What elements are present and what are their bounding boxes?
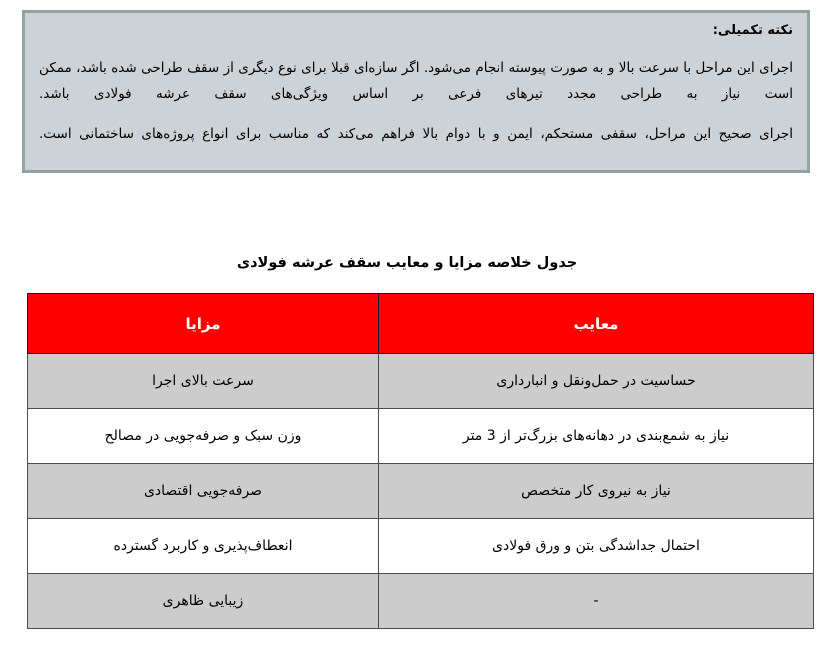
table-row: [28, 464, 814, 519]
supplementary-note-title: نکته تکمیلی:: [712, 23, 793, 38]
column-header-advantages: مزایا: [28, 294, 379, 354]
table-row: [28, 354, 814, 409]
table-row: [28, 409, 814, 464]
cell-disadvantage: نیاز به نیروی کار متخصص: [379, 464, 814, 519]
supplementary-note-paragraph-1: اجرای این مراحل با سرعت بالا و به صورت پیوسته انجام می‌شود. اگر سازه‌ای قبلا برای نوع دیگری از سقف طراحی شده باشد، ممکن است نیاز به طراحی مجدد تیرهای فرعی بر اساس ویژگی‌های سقف عرشه فولادی باشد.: [39, 59, 793, 102]
cell-advantage: انعطاف‌پذیری و کاربرد گسترده: [28, 519, 379, 574]
comparison-table-container: [28, 293, 814, 629]
column-header-disadvantages: معایب: [379, 294, 814, 354]
table-header-row: [28, 294, 814, 354]
comparison-table-heading: جدول خلاصه مزایا و معایب سقف عرشه فولادی: [236, 255, 578, 272]
table-body: [28, 354, 814, 629]
cell-disadvantage: احتمال جداشدگی بتن و ورق فولادی: [379, 519, 814, 574]
cell-advantage: زیبایی ظاهری: [28, 574, 379, 629]
supplementary-note-box: [22, 10, 810, 173]
cell-advantage: صرفه‌جویی اقتصادی: [28, 464, 379, 519]
advantages-disadvantages-table: [27, 293, 814, 629]
table-row: [28, 519, 814, 574]
cell-advantage: وزن سبک و صرفه‌جویی در مصالح: [28, 409, 379, 464]
table-header: [28, 294, 814, 354]
table-row: [28, 574, 814, 629]
cell-disadvantage: حساسیت در حمل‌ونقل و انبارداری: [379, 354, 814, 409]
supplementary-note-paragraph-2: اجرای صحیح این مراحل، سقفی مستحکم، ایمن و با دوام بالا فراهم می‌کند که مناسب برای انواع پروژه‌های ساختمانی است.: [39, 126, 793, 143]
cell-disadvantage: نیاز به شمع‌بندی در دهانه‌های بزرگ‌تر از 3 متر: [379, 409, 814, 464]
cell-advantage: سرعت بالای اجرا: [28, 354, 379, 409]
cell-disadvantage: -: [379, 574, 814, 629]
supplementary-note-content: [25, 13, 807, 170]
